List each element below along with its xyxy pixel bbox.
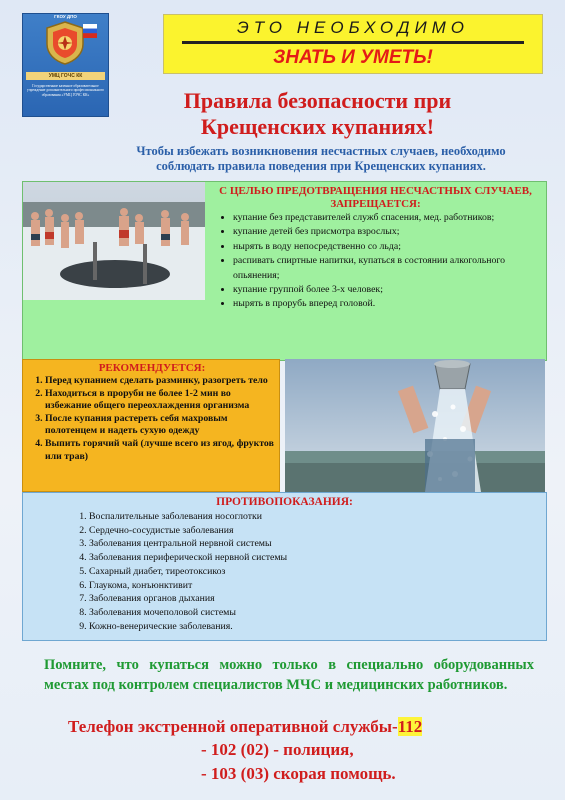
title-line-2: Крещенских купаниях! xyxy=(200,114,435,139)
list-item: 1. Перед купанием сделать разминку, разогреть тело xyxy=(45,375,277,388)
ambulance-phone: - 103 (03) скорая помощь. xyxy=(201,764,396,783)
banner-line-2: ЗНАТЬ И УМЕТЬ! xyxy=(273,47,433,68)
emblem-top-text: ГКОУ ДПО xyxy=(54,14,77,19)
phone-112: 112 xyxy=(397,717,423,736)
people-bathing-image xyxy=(23,182,205,300)
prohibited-heading-line-2: ЗАПРЕЩАЕТСЯ: xyxy=(330,198,421,210)
list-item: • распивать спиртные напитки, купаться в состоянии алкогольного опьянения; xyxy=(233,254,553,283)
list-item: 2. Находиться в проруби не более 1-2 мин во избежание общего переохлаждения организма xyxy=(45,388,277,413)
recommended-list xyxy=(31,375,277,463)
recommended-heading: РЕКОМЕНДУЕТСЯ: xyxy=(98,362,206,374)
contraindications-list xyxy=(67,510,549,633)
prohibited-list xyxy=(221,211,553,312)
headline-banner xyxy=(163,14,543,74)
list-item: 9. Кожно-венерические заболевания. xyxy=(89,620,549,634)
reminder-text: Помните, что купаться можно только в специально оборудованных местах под контролем специалистов МЧС и медицинских работников. xyxy=(44,657,534,693)
bucket-pour-photo xyxy=(285,359,545,492)
flag-icon xyxy=(83,24,97,38)
list-item: 1. Воспалительные заболевания носоглотки xyxy=(89,510,549,524)
list-item: 4. Выпить горячий чай (лучше всего из ягод, фруктов или трав) xyxy=(45,438,277,463)
prohibited-heading-line-1: С ЦЕЛЬЮ ПРЕДОТВРАЩЕНИЯ НЕСЧАСТНЫХ СЛУЧАЕВ, xyxy=(219,185,532,197)
contraindications-section xyxy=(22,492,547,641)
page-title xyxy=(120,88,515,140)
list-item: 4. Заболевания периферической нервной системы xyxy=(89,551,549,565)
banner-divider xyxy=(182,41,524,44)
list-item: 2. Сердечно-сосудистые заболевания xyxy=(89,524,549,538)
list-item: • нырять в воду непосредственно со льда; xyxy=(233,240,553,254)
list-item: • купание детей без присмотра взрослых; xyxy=(233,225,553,239)
prohibited-heading xyxy=(205,185,546,211)
subtitle-line-1: Чтобы избежать возникновения несчастных случаев, необходимо xyxy=(136,144,506,158)
organization-emblem xyxy=(22,13,109,117)
ice-hole-photo xyxy=(23,182,205,300)
recommended-section xyxy=(22,359,545,492)
list-item: • купание без представителей служб спасения, мед. работников; xyxy=(233,211,553,225)
list-item: 7. Заболевания органов дыхания xyxy=(89,592,549,606)
list-item: 5. Сахарный диабет, тиреотоксикоз xyxy=(89,565,549,579)
page-subtitle xyxy=(112,144,530,174)
contraindications-heading: ПРОТИВОПОКАЗАНИЯ: xyxy=(216,496,353,508)
title-line-1: Правила безопасности при xyxy=(183,88,452,113)
list-item: 3. После купания растереть себя махровым полотенцем и надеть сухую одежду xyxy=(45,413,277,438)
police-phone: - 102 (02) - полиция, xyxy=(201,740,354,759)
subtitle-line-2: соблюдать правила поведения при Крещенских купаниях. xyxy=(156,159,486,173)
banner-line-1: ЭТО НЕОБХОДИМО xyxy=(236,18,469,37)
emblem-caption: Государственное казенное образовательное учреждение дополнительного профессионального образования «УМЦ ГОЧС КК» xyxy=(27,84,104,97)
phone-prefix: Телефон экстренной оперативной службы- xyxy=(68,717,398,736)
recommended-panel xyxy=(22,359,280,492)
ice-bucket-image xyxy=(285,359,545,492)
emergency-phone-line xyxy=(68,716,528,737)
prohibited-section xyxy=(22,181,547,361)
list-item: • купание группой более 3-х человек; xyxy=(233,283,553,297)
shield-crest-icon xyxy=(42,20,88,66)
list-item: 8. Заболевания мочеполовой системы xyxy=(89,606,549,620)
list-item: 6. Глаукома, конъюнктивит xyxy=(89,579,549,593)
emblem-ribbon-text: УМЦ ГОЧС КК xyxy=(48,73,83,79)
list-item: 3. Заболевания центральной нервной системы xyxy=(89,537,549,551)
emblem-ribbon xyxy=(26,72,105,80)
list-item: • нырять в прорубь вперед головой. xyxy=(233,297,553,311)
